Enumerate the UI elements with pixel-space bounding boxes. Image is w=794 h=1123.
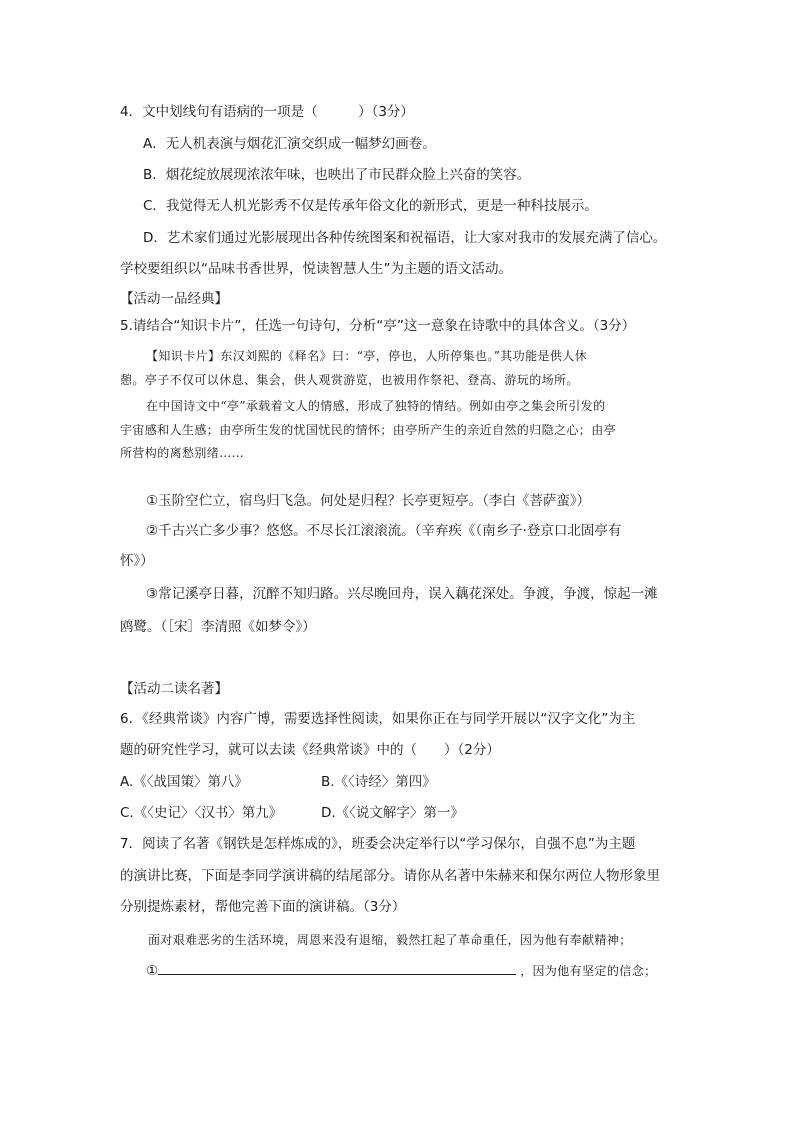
knowledge-card-line-1: 【知识卡片】东汉刘熙的《释名》曰：“亭，停也，人所停集也。”其功能是供人休 — [146, 349, 588, 363]
knowledge-card-line-5: 所营构的离愁别绪…… — [120, 446, 245, 460]
q4-option-c: C．我觉得无人机光影秀不仅是传承年俗文化的新形式，更是一种科技展示。 — [143, 198, 598, 214]
q4-option-a: A．无人机表演与烟花汇演交织成一幅梦幻画卷。 — [143, 136, 436, 152]
knowledge-card-line-2: 憩。亭子不仅可以休息、集会，供人观赏游览，也被用作祭祀、登高、游玩的场所。 — [120, 373, 579, 387]
speech-blank-number: ① — [146, 963, 159, 979]
speech-line-2 — [146, 960, 657, 981]
activity1-heading: 【活动一品经典】 — [120, 291, 228, 307]
q5-stem: 5.请结合“知识卡片”，任选一句诗句，分析“亭”这一意象在诗歌中的具体含义。（3分） — [120, 318, 636, 334]
q6-option-d: D.《〈说文解字〉第一》 — [321, 805, 464, 821]
q4-option-b: B．烟花绽放展现浓浓年味，也映出了市民群众脸上兴奋的笑容。 — [143, 167, 531, 183]
q7-stem-line-2: 的演讲比赛，下面是李同学演讲稿的结尾部分。请你从名著中朱赫来和保尔两位人物形象里 — [120, 868, 660, 884]
poem-3: ③常记溪亭日暮，沉醉不知归路。兴尽晚回舟，误入藕花深处。争渡，争渡，惊起一滩 — [146, 586, 658, 602]
knowledge-card-line-4: 宇宙感和人生感；由亭所生发的忧国忧民的情怀；由亭所产生的亲近自然的归隐之心；由亭 — [120, 423, 617, 437]
poem-2-cont: 怀》） — [120, 553, 154, 569]
poem-1: ①玉阶空伫立，宿鸟归飞急。何处是归程？长亭更短亭。（李白《菩萨蛮》） — [146, 493, 591, 509]
q4-option-d: D．艺术家们通过光影展现出各种传统图案和祝福语，让大家对我市的发展充满了信心。 — [143, 230, 667, 246]
q6-option-a: A.《〈战国策〉第八》 — [120, 774, 249, 790]
q4-stem: 4．文中划线句有语病的一项是（ ）（3分） — [120, 104, 414, 120]
activity-intro: 学校要组织以“品味书香世界，悦读智慧人生”为主题的语文活动。 — [120, 261, 512, 277]
speech-line-2-tail: ，因为他有坚定的信念； — [520, 964, 657, 978]
q6-stem-line-1: 6．《经典常谈》内容广博，需要选择性阅读，如果你正在与同学开展以“汉字文化”为主 — [120, 711, 636, 727]
activity2-heading: 【活动二读名著】 — [120, 681, 228, 697]
speech-line-1: 面对艰难恶劣的生活环境，周恩来没有退缩，毅然扛起了革命重任，因为他有奉献精神； — [148, 933, 632, 947]
poem-3-cont: 鸥鹭。（［宋］李清照《如梦令》） — [120, 619, 316, 635]
q7-stem-line-1: 7．阅读了名著《钢铁是怎样炼成的》，班委会决定举行以“学习保尔，自强不息”为主题 — [120, 836, 636, 852]
knowledge-card-line-3: 在中国诗文中“亭”承载着文人的情感，形成了独特的情结。例如由亭之集会所引发的 — [146, 399, 606, 413]
q6-option-c: C.《〈史记〉〈汉书〉第九》 — [120, 805, 283, 821]
q7-stem-line-3: 分别提炼素材，帮他完善下面的演讲稿。（3分） — [120, 899, 406, 915]
poem-2: ②千古兴亡多少事？悠悠。不尽长江滚滚流。（辛弃疾《（南乡子·登京口北固亭有 — [146, 523, 622, 539]
answer-blank-1[interactable] — [158, 960, 516, 975]
q6-stem-line-2: 题的研究性学习，就可以去读《经典常谈》中的（ ）（2分） — [120, 742, 500, 758]
q6-option-b: B.《〈诗经〉第四》 — [321, 774, 436, 790]
